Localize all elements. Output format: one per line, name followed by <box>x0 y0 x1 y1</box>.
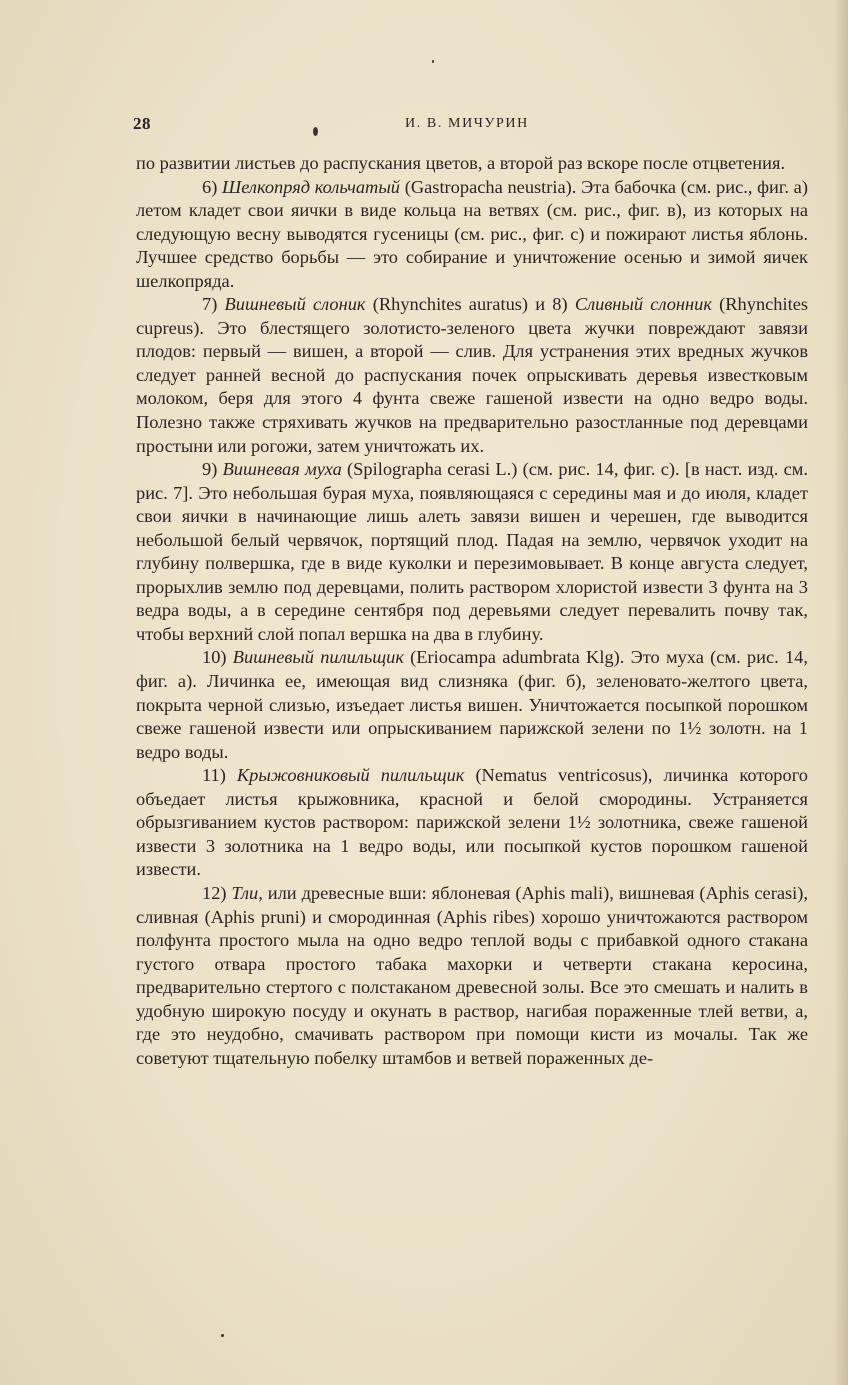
pest-name: Тли, <box>231 882 263 903</box>
paragraph-text: (Rhynchites cupreus). Это блестящего золотисто-зеленого цвета жучки повреждают завязи плодов: первый — вишен, а второй — слив. Для устранения этих вредных жучков следует ранней весной до распускания почек опрыскивать деревья известковым молоком, беря для этого 4 фунта свеже гашеной извести на одно ведро воды. Полезно также стряхивать жучков на предварительно разостланные под деревцами простыни или рогожи, затем уничтожать их. <box>136 294 809 456</box>
paragraph-item-10 <box>136 646 808 764</box>
paragraph-item-7 <box>136 293 808 458</box>
ink-speck <box>221 1334 224 1337</box>
paragraph-item-12 <box>136 882 808 1070</box>
item-number: 7) <box>202 294 218 315</box>
paragraph-text: (Spilographa cerasi L.) (см. рис. 14, фиг. с). [в наст. изд. см. рис. 7]. Это небольшая бурая муха, появляющаяся с середины мая и до июля, кладет свои яички в начинающие лишь алеть завязи вишен и черешен, где выводится небольшой белый червячок, портящий плод. Падая на землю, червячок уходит на глубину полвершка, где в виде куколки и перезимовывает. В конце августа следует, прорыхлив землю под деревцами, полить раствором хлористой извести 3 фунта на 3 ведра воды, а в середине сентября под деревьями следует перевалить почву так, чтобы верхний слой попал вершка на два в глубину. <box>136 459 808 644</box>
pest-name: Вишневый слоник <box>224 294 366 315</box>
item-number: 9) <box>202 459 218 480</box>
paragraph-item-6 <box>136 176 808 294</box>
paragraph-text: (Nematus ventricosus), личинка которого объедает листья крыжовника, красной и белой смородины. Устраняется обрызгиванием кустов раствором: парижской зелени 1½ золотника, свеже гашеной извести 3 золотника на 1 ведро воды, или посыпкой кустов порошком гашеной извести. <box>136 765 808 880</box>
page-edge-shadow <box>834 0 848 1385</box>
pest-name: Крыжовниковый пилильщик <box>236 765 465 786</box>
pest-name: Сливный слонник <box>574 294 712 315</box>
page-header <box>133 114 809 138</box>
paragraph-text: (Gastropacha neustria). Эта бабочка (см. рис., фиг. а) летом кладет свои яички в виде кольца на ветвях (см. рис., фиг. в), из которых на следующую весну выводятся гусеницы (см. рис., фиг. с) и пожирают листья яблонь. Лучшее средство борьбы — это собирание и уничтожение осенью и зимой яичек шелкопряда. <box>136 176 808 291</box>
pest-name: Вишневый пилильщик <box>232 647 404 668</box>
paragraph-text: (Rhynchites auratus) и 8) <box>372 294 568 315</box>
pest-name: Шелкопряд кольчатый <box>222 176 400 197</box>
ink-speck <box>432 60 434 63</box>
item-number: 10) <box>202 647 227 668</box>
paragraph-text: или древесные вши: яблоневая (Aphis mali), вишневая (Aphis cerasi), сливная (Aphis pruni) и смородинная (Aphis ribes) хорошо уничтожаются раствором полфунта простого мыла на одно ведро теплой воды с прибавкой одного стакана густого отвара простого табака махорки и четверти стакана керосина, предварительно стертого с полстаканом древесной золы. Все это смешать и налить в удобную широкую посуду и окунать в раствор, нагибая пораженные тлей ветви, а, где это неудобно, смачивать раствором при помощи кисти из мочалы. Так же советуют тщательную побелку штамбов и ветвей пораженных де- <box>136 882 808 1068</box>
running-title: И. В. МИЧУРИН <box>405 116 529 131</box>
body-text <box>136 152 808 1070</box>
pest-name: Вишневая муха <box>222 459 342 480</box>
page-number: 28 <box>133 114 151 133</box>
item-number: 12) <box>202 882 227 903</box>
paragraph-text: (Eriocampa adumbrata Klg). Это муха (см. рис. 14, фиг. а). Личинка ее, имеющая вид слизняка (фиг. б), зеленовато-желтого цвета, покрыта черной слизью, изъедает листья вишен. Уничтожается посыпкой порошком свеже гашеной извести или опрыскиванием парижской зелени по 1½ золотн. на 1 ведро воды. <box>136 647 808 762</box>
paragraph-item-11 <box>136 764 808 882</box>
paragraph-continuation <box>136 152 808 176</box>
item-number: 11) <box>202 765 226 786</box>
paragraph-item-9 <box>136 458 808 646</box>
paragraph-text: по развитии листьев до распускания цветов, а второй раз вскоре после отцветения. <box>136 153 786 173</box>
item-number: 6) <box>202 176 218 197</box>
